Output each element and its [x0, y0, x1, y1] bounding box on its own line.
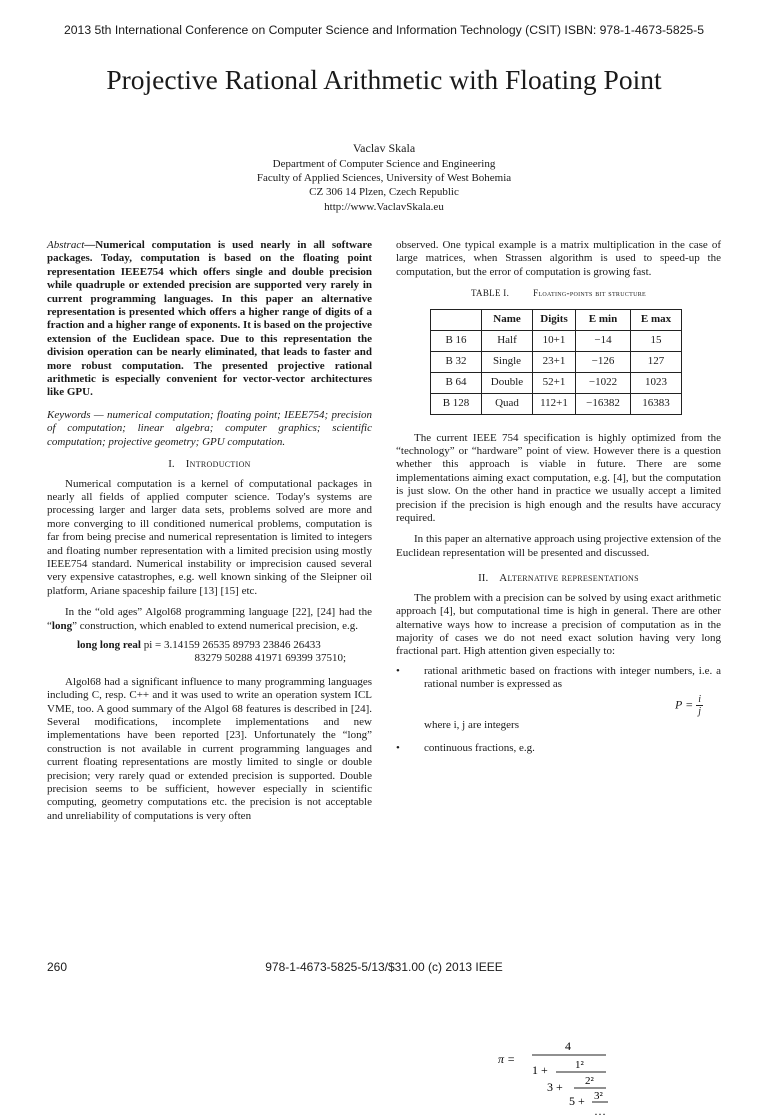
right-paragraph-top: observed. One typical example is a matrix multiplication in the case of large matrices, when Strassen algorithm is used to speed-up the computation, but the error of computation is growing fast. [396, 239, 721, 278]
table-cell: 16383 [631, 393, 682, 414]
abstract-lead: Abstract [47, 239, 85, 251]
cf-n1: 1² [575, 1059, 584, 1071]
affiliation-line: Faculty of Applied Sciences, University of West Bohemia [256, 172, 512, 185]
table-row [431, 351, 682, 372]
numerator: i [698, 693, 701, 705]
table-cell: Quad [482, 393, 533, 414]
affiliation-block [0, 157, 768, 214]
table-cell: Half [482, 330, 533, 351]
table-label: TABLE I. [470, 288, 510, 299]
keywords [47, 409, 372, 449]
floating-point-table [430, 309, 682, 415]
rational-formula [424, 694, 721, 717]
author-url[interactable]: http://www.VaclavSkala.eu [324, 200, 444, 213]
affiliation-line: Department of Computer Science and Engineering [272, 158, 496, 170]
continued-fraction [496, 1039, 626, 1119]
table-cell: 127 [631, 351, 682, 372]
algol-formula-continuation: 83279 50288 41971 69399 37510; [194, 652, 346, 665]
table-cell: 112+1 [533, 393, 576, 414]
formula-lhs: P = [675, 696, 697, 711]
bullet-icon: • [396, 741, 400, 754]
right-column [396, 239, 721, 1118]
table-title: Floating-points bit structure [533, 288, 647, 299]
table-cell: B 32 [431, 351, 482, 372]
where-text: where i, j are integers [424, 718, 519, 731]
table-cell: −16382 [576, 393, 631, 414]
cf-n3: 3² [594, 1090, 603, 1102]
text-span: In the “old ages” Algol68 programming language [22], [24] had the “ [47, 606, 372, 632]
left-column [47, 239, 372, 823]
table-cell: B 16 [431, 330, 482, 351]
bullet-text: continuous fractions, e.g. [424, 741, 535, 754]
table-caption [396, 287, 721, 300]
section-title: Alternative representations [499, 572, 639, 585]
cf-lhs: π = [498, 1052, 516, 1066]
formula-value: pi = 3.14159 26535 89793 23846 26433 [140, 638, 321, 651]
table-header-row [431, 309, 682, 330]
table-header-cell: E max [631, 309, 682, 330]
table-cell: 23+1 [533, 351, 576, 372]
fraction [696, 694, 703, 717]
affiliation-line: CZ 306 14 Plzen, Czech Republic [309, 186, 459, 199]
copyright-line: 978-1-4673-5825-5/13/$31.00 (c) 2013 IEEE [265, 960, 503, 974]
abstract [47, 239, 372, 400]
cf-three: 3 + [547, 1080, 563, 1094]
table-cell: 10+1 [533, 330, 576, 351]
table-row [431, 393, 682, 414]
keywords-lead: Keywords — [47, 408, 108, 421]
table-cell: B 64 [431, 372, 482, 393]
paper-title: Projective Rational Arithmetic with Floating Point [106, 64, 662, 95]
table-cell: 52+1 [533, 372, 576, 393]
table-header-cell [431, 309, 482, 330]
denominator: j [698, 705, 701, 717]
list-item [396, 742, 721, 755]
conference-header: 2013 5th International Conference on Computer Science and Information Technology (CSIT) ISBN: 978-1-4673-5825-5 [64, 23, 704, 37]
intro-paragraph-1: Numerical computation is a kernel of computational packages in nearly all fields of applied computer science. Today's systems are processing larger and larger data sets, problems solved are more and more converging to ill conditioned numerical problems, computation is far from being precise and numerical representation is limited to integers and floating number representation with a limited precision using mostly IEEE754 standard. Numerical instability or imprecision caused several very expensive catastrophes, e.g. well known sinking of the Sleipner oil platform, Ariane spaceship failure [13] [15] etc. [47, 477, 372, 597]
cf-one: 1 + [532, 1063, 548, 1077]
bullet-icon: • [396, 664, 400, 677]
bullet-text: rational arithmetic based on fractions with integer numbers, i.e. a rational number is expressed as [424, 664, 721, 691]
table-cell: Single [482, 351, 533, 372]
intro-paragraph-3: Algol68 had a significant influence to many programming languages including C, resp. C++ and it was used to write an operation system ICL VME, too. A good summary of the Algol 68 features is described in [24]. Several modifications, incomplete implementations and new implementations have been reported [23]. Unfortunately the “long” construction is not available in current programming languages and current floating representations are mostly limited to single or double precision; very rarely quad or extended precision is supported. Double precision seems to be sufficient, however especially in scientific computing, geometry computations etc. the precision is not acceptable and unreliability of computations is very often [47, 675, 372, 822]
section-number: I. [168, 458, 175, 471]
algol-formula [47, 639, 372, 652]
ieee-paragraph: The current IEEE 754 specification is highly optimized from the “technology” or “hardware” point of view. However there is a question whether this approach is viable in future. There are some implementations aiming exact computation, e.g. [4], but the computation is just slow. On the other hand in practice we usually accept a limited precision if the precision is high enough and the results have accuracy required. [396, 431, 721, 525]
table-header-cell: E min [576, 309, 631, 330]
section-heading-alternative [396, 572, 721, 585]
list-item [396, 665, 721, 732]
keywords-text: numerical computation; floating point; IEEE754; precision of computation; linear algebra; computer graphics; scientific computation; projective geometry; GPU computation. [47, 408, 372, 448]
cf-five: 5 + [569, 1094, 585, 1108]
table-cell: −14 [576, 330, 631, 351]
table-header-cell: Name [482, 309, 533, 330]
table-cell: 1023 [631, 372, 682, 393]
text-span: ” construction, which enabled to extend numerical precision, e.g. [72, 619, 358, 632]
table-row [431, 372, 682, 393]
section-number: II. [478, 572, 489, 585]
alternative-paragraph-1: The problem with a precision can be solved by using exact arithmetic approach [4], but computational time is high in general. There are other alternative ways how to increase a precision of computation as in the majority of cases we do not need exact solution having very long fractional part. High attention given especially to: [396, 591, 721, 658]
table-cell: Double [482, 372, 533, 393]
abstract-text: —Numerical computation is used nearly in all software packages. Today, computation is based on the floating point representation IEEE754 which offers single and double precision while quadruple or extended precision are supported very rarely in current programming languages. In this paper an alternative representation is presented which offers a higher range of digits of a fraction and a higher range of exponents. It is based on the projective extension of the Euclidean space. Due to this representation the division operation can be nearly eliminated, that leads to faster and more robust computation. The presented projective rational arithmetic is especially convenient for vector-vector architectures like GPU. [47, 239, 373, 399]
intro-paragraph-2 [47, 606, 372, 633]
cf-n2: 2² [585, 1075, 594, 1087]
table-cell: 15 [631, 330, 682, 351]
table-cell: −1022 [576, 372, 631, 393]
table-row [431, 330, 682, 351]
page-number: 260 [47, 960, 68, 974]
table-cell: −126 [576, 351, 631, 372]
alternative-paragraph: In this paper an alternative approach using projective extension of the Euclidean representation will be presented and discussed. [396, 533, 721, 559]
author-name: Vaclav Skala [352, 141, 416, 155]
formula-keyword: long long real [77, 638, 141, 651]
cf-dots: … [594, 1104, 606, 1118]
cf-n0: 4 [565, 1039, 571, 1053]
bullet-list [396, 665, 721, 756]
section-heading-introduction [47, 458, 372, 471]
long-keyword: long [51, 619, 73, 632]
table-header-cell: Digits [533, 309, 576, 330]
table-cell: B 128 [431, 393, 482, 414]
section-title: Introduction [185, 458, 251, 471]
